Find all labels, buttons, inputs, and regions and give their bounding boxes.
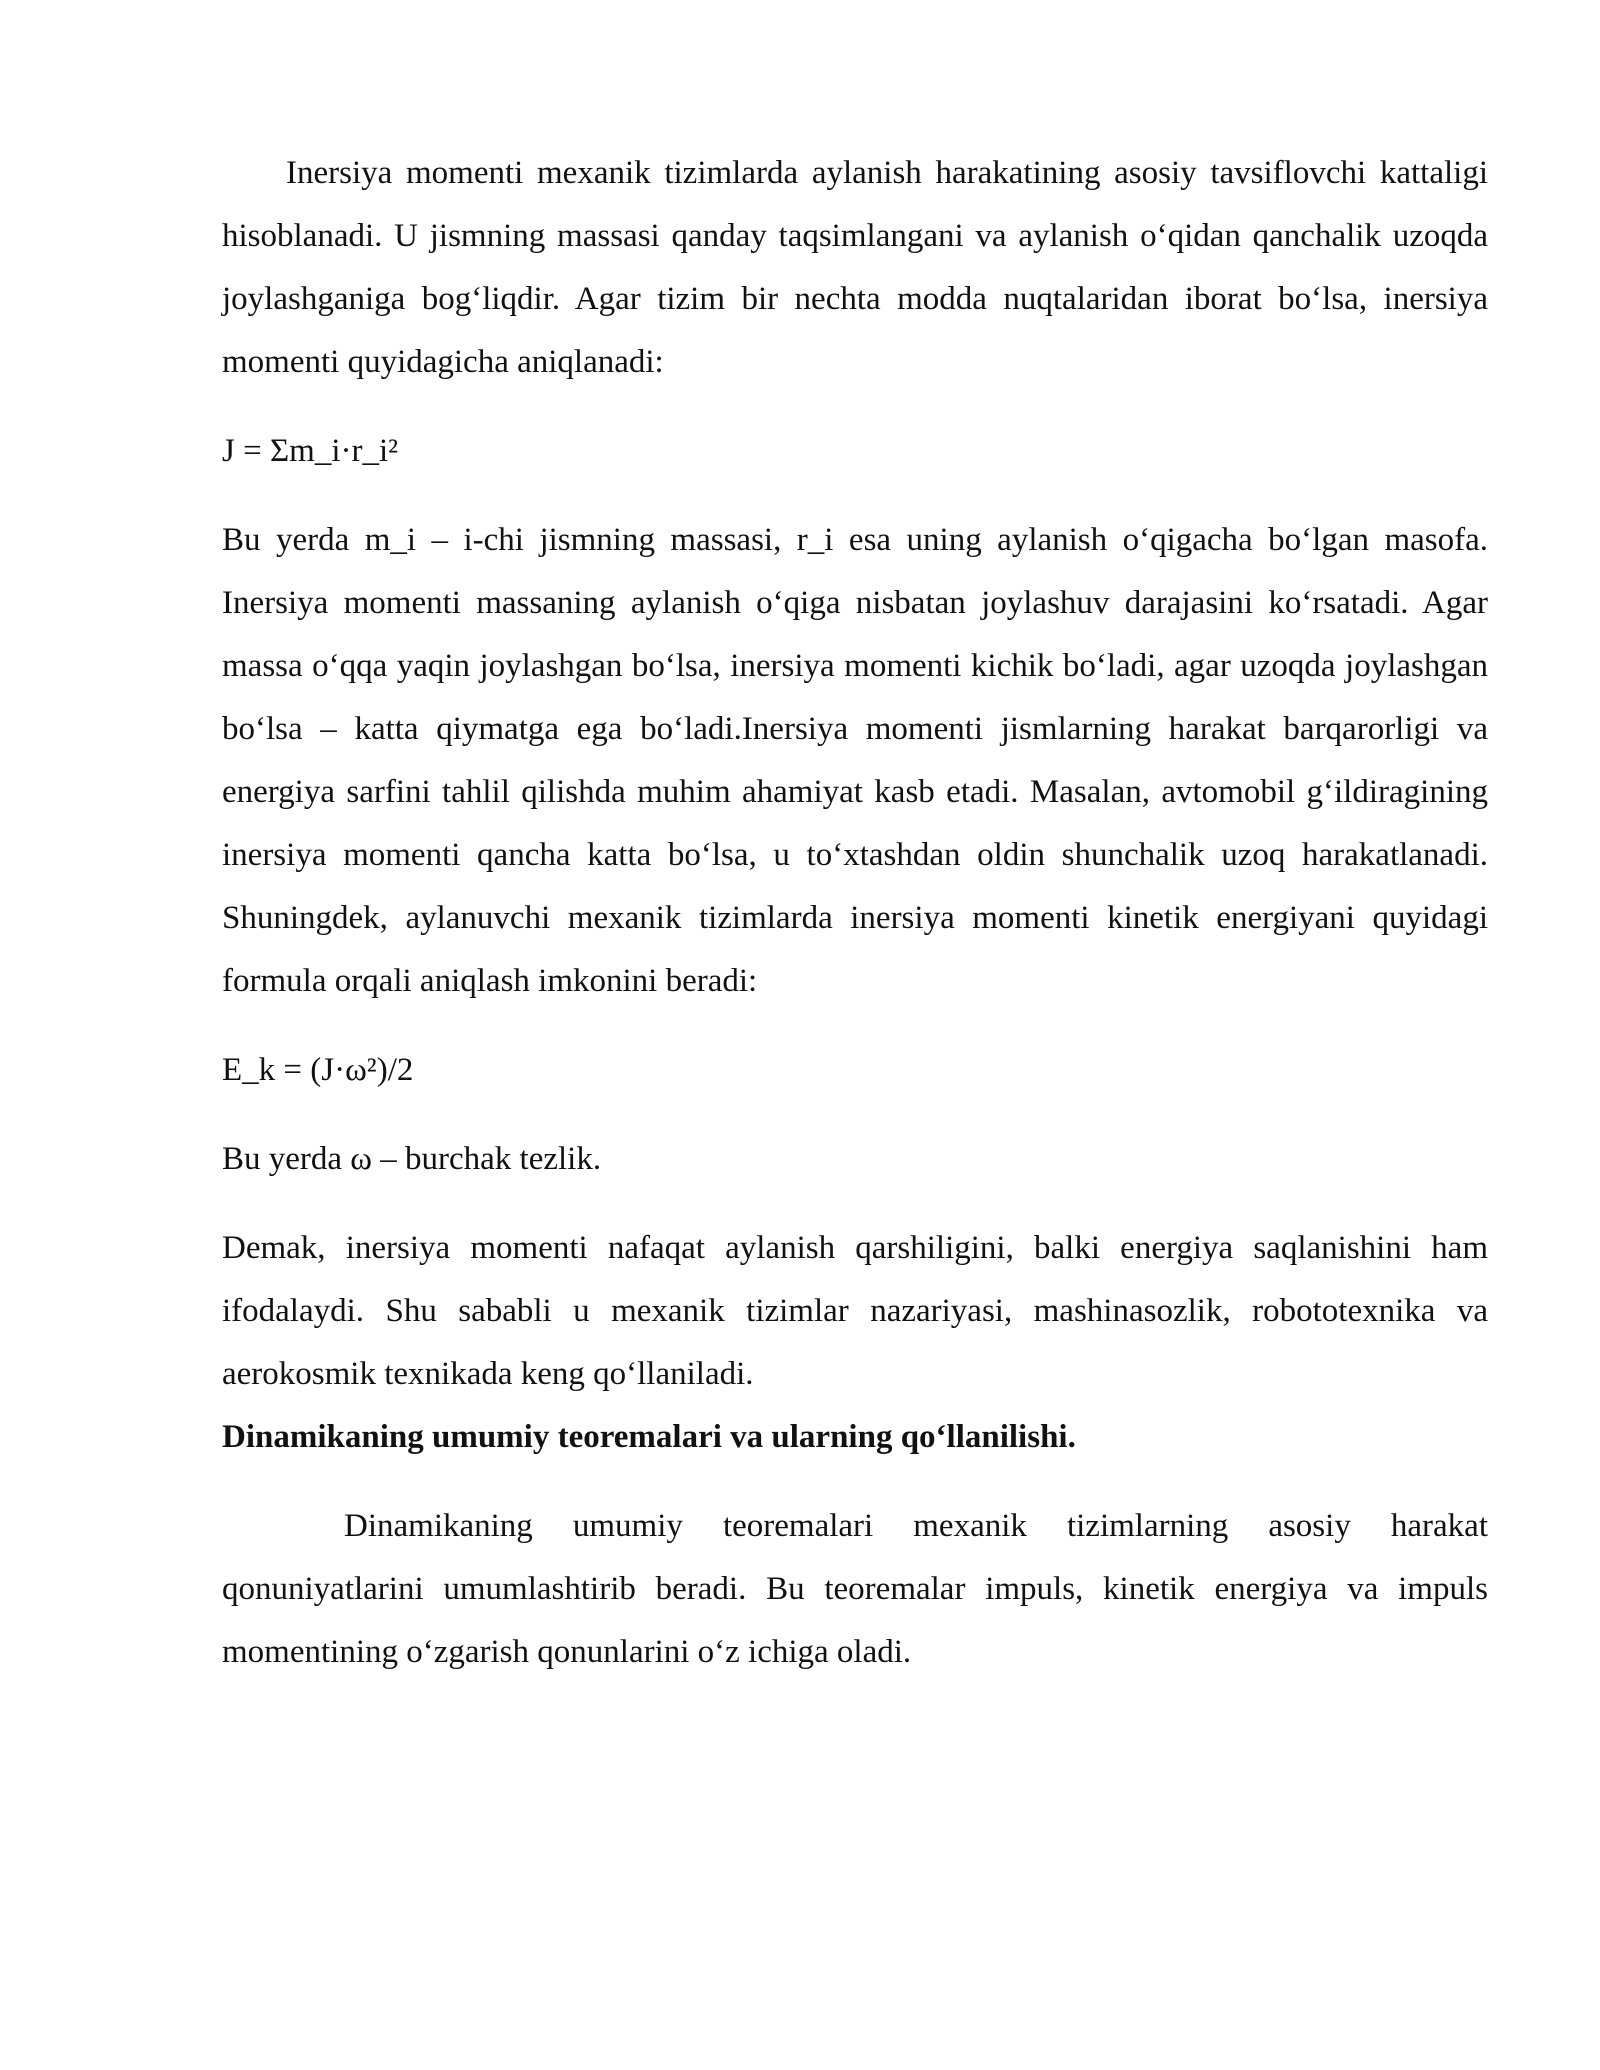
document-page	[222, 142, 1488, 1684]
paragraph-inertia-explanation: Bu yerda m_i – i-chi jismning massasi, r_i esa uning aylanish o‘qigacha bo‘lgan masofa. Inersiya momenti massaning aylanish o‘qiga nisbatan joylashuv darajasini ko‘rsatadi. Agar massa o‘qqa yaqin joylashgan bo‘lsa, inersiya momenti kichik bo‘ladi, agar uzoqda joylashgan bo‘lsa – katta qiymatga ega bo‘ladi.Inersiya momenti jismlarning harakat barqarorligi va energiya sarfini tahlil qilishda muhim ahamiyat kasb etadi. Masalan, avtomobil g‘ildiragining inersiya momenti qancha katta bo‘lsa, u to‘xtashdan oldin shunchalik uzoq harakatlanadi. Shuningdek, aylanuvchi mexanik tizimlarda inersiya momenti kinetik energiyani quyidagi formula orqali aniqlash imkonini beradi:	[222, 522, 1488, 999]
section-heading: Dinamikaning umumiy teoremalari va ularning qo‘llanilishi.	[222, 1419, 1076, 1455]
paragraph-angular-velocity: Bu yerda ω – burchak tezlik.	[222, 1141, 602, 1177]
paragraph-conclusion: Demak, inersiya momenti nafaqat aylanish qarshiligini, balki energiya saqlanishini ham ifodalaydi. Shu sababli u mexanik tizimlar nazariyasi, mashinasozlik, robototexnika va aerokosmik texnikada keng qo‘llaniladi.	[222, 1230, 1488, 1392]
formula-moment-of-inertia: J = Σm_i·r_i²	[222, 433, 399, 469]
paragraph-inertia-intro: Inersiya momenti mexanik tizimlarda aylanish harakatining asosiy tavsiflovchi kattaligi hisoblanadi. U jismning massasi qanday taqsimlangani va aylanish o‘qidan qanchalik uzoqda joylashganiga bog‘liqdir. Agar tizim bir nechta modda nuqtalaridan iborat bo‘lsa, inersiya momenti quyidagicha aniqlanadi:	[222, 155, 1488, 380]
paragraph-dynamics-theorems: Dinamikaning umumiy teoremalari mexanik tizimlarning asosiy harakat qonuniyatlarini umumlashtirib beradi. Bu teoremalar impuls, kinetik energiya va impuls momentining o‘zgarish qonunlarini o‘z ichiga oladi.	[222, 1508, 1488, 1670]
formula-kinetic-energy: E_k = (J·ω²)/2	[222, 1052, 414, 1088]
